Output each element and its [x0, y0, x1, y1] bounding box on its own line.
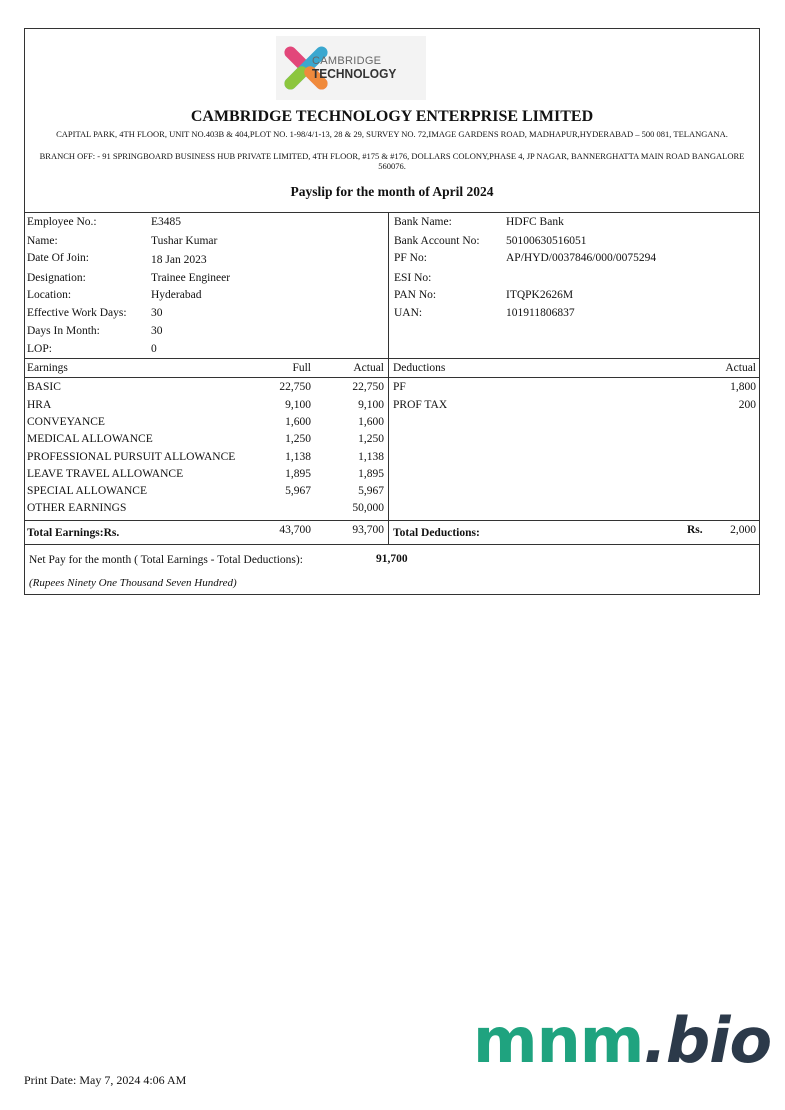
earning-name: OTHER EARNINGS: [27, 502, 127, 514]
branch-address: BRANCH OFF: - 91 SPRINGBOARD BUSINESS HUB PRIVATE LIMITED, 4TH FLOOR, #175 & #176, DOLLARS COLONY,PHASE 4, JP NAGAR, BANNERGHATTA MAIN ROAD BANGALORE 560076.: [39, 151, 745, 171]
deduction-actual: 1,800: [730, 381, 756, 393]
divider: [24, 377, 760, 378]
lop-value: 0: [151, 343, 157, 355]
esi-no-label: ESI No:: [394, 272, 432, 284]
payslip-title: Payslip for the month of April 2024: [290, 184, 494, 199]
deduction-name: PROF TAX: [393, 399, 448, 411]
deductions-header: Deductions: [393, 362, 446, 374]
uan-label: UAN:: [394, 307, 423, 319]
earning-full: 22,750: [279, 381, 311, 393]
designation-value: Trainee Engineer: [151, 272, 231, 284]
pf-no-label: PF No:: [394, 252, 427, 264]
divider: [24, 544, 760, 545]
earning-actual: 1,138: [358, 451, 384, 463]
total-deductions-currency: Rs.: [687, 524, 703, 536]
total-earnings-full: 43,700: [279, 524, 311, 536]
deductions-actual-header: Actual: [725, 362, 756, 374]
bank-name-label: Bank Name:: [394, 216, 452, 228]
lop-label: LOP:: [27, 343, 52, 355]
earning-full: 5,967: [285, 485, 311, 497]
total-earnings-actual: 93,700: [352, 524, 384, 536]
days-in-month-label: Days In Month:: [27, 325, 100, 337]
employee-no-value: E3485: [151, 216, 182, 228]
designation-label: Designation:: [27, 272, 86, 284]
earning-actual: 9,100: [358, 399, 384, 411]
actual-header: Actual: [353, 362, 384, 374]
net-pay-in-words: (Rupees Ninety One Thousand Seven Hundred): [29, 577, 237, 589]
watermark: mnm.bio: [473, 1004, 772, 1077]
earning-actual: 1,250: [358, 433, 384, 445]
earning-actual: 5,967: [358, 485, 384, 497]
name-value: Tushar Kumar: [151, 235, 218, 247]
earning-full: 1,600: [285, 416, 311, 428]
divider: [24, 212, 760, 213]
divider: [24, 520, 760, 521]
company-address: CAPITAL PARK, 4TH FLOOR, UNIT NO.403B & 404,PLOT NO. 1-98/4/1-13, 28 & 29, SURVEY NO. 72,IMAGE GARDENS ROAD, MADHAPUR,HYDERABAD – 500 081, TELANGANA.: [56, 129, 728, 139]
earning-full: 1,250: [285, 433, 311, 445]
earning-name: PROFESSIONAL PURSUIT ALLOWANCE: [27, 451, 236, 463]
bank-account-label: Bank Account No:: [394, 235, 480, 247]
earning-actual: 22,750: [352, 381, 384, 393]
earning-full: 9,100: [285, 399, 311, 411]
pan-no-label: PAN No:: [394, 289, 437, 301]
employee-no-label: Employee No.:: [27, 216, 97, 228]
work-days-value: 30: [151, 307, 163, 319]
date-of-join-label: Date Of Join:: [27, 252, 89, 264]
divider: [24, 358, 760, 359]
uan-value: 101911806837: [506, 307, 575, 319]
deduction-actual: 200: [738, 399, 756, 411]
earning-name: CONVEYANCE: [27, 416, 105, 428]
name-label: Name:: [27, 235, 58, 247]
bank-name-value: HDFC Bank: [506, 216, 564, 228]
deduction-name: PF: [393, 381, 406, 393]
total-deductions-value: 2,000: [730, 524, 756, 536]
column-divider: [388, 212, 389, 544]
bank-account-value: 50100630516051: [506, 235, 587, 247]
full-header: Full: [292, 362, 311, 374]
earning-name: SPECIAL ALLOWANCE: [27, 485, 148, 497]
pan-no-value: ITQPK2626M: [506, 289, 574, 301]
logo-text-bottom: TECHNOLOGY: [312, 66, 397, 81]
date-of-join-value: 18 Jan 2023: [151, 254, 207, 266]
earning-name: LEAVE TRAVEL ALLOWANCE: [27, 468, 184, 480]
location-value: Hyderabad: [151, 289, 202, 301]
days-in-month-value: 30: [151, 325, 163, 337]
logo-text-top: CAMBRIDGE: [312, 55, 382, 67]
print-date: Print Date: May 7, 2024 4:06 AM: [24, 1073, 187, 1087]
total-earnings-label: Total Earnings:Rs.: [27, 527, 120, 539]
earning-full: 1,895: [285, 468, 311, 480]
net-pay-value: 91,700: [376, 553, 408, 565]
location-label: Location:: [27, 289, 72, 301]
earning-full: 1,138: [285, 451, 311, 463]
company-name: CAMBRIDGE TECHNOLOGY ENTERPRISE LIMITED: [190, 108, 594, 125]
pf-no-value: AP/HYD/0037846/000/0075294: [506, 252, 657, 264]
earning-actual: 1,895: [358, 468, 384, 480]
earnings-header: Earnings: [27, 362, 68, 374]
net-pay-label: Net Pay for the month ( Total Earnings - Total Deductions):: [29, 554, 303, 566]
work-days-label: Effective Work Days:: [27, 307, 127, 319]
earning-name: HRA: [27, 399, 52, 411]
earning-actual: 1,600: [358, 416, 384, 428]
earning-name: BASIC: [27, 381, 61, 393]
earning-actual: 50,000: [352, 502, 384, 514]
total-deductions-label: Total Deductions:: [393, 527, 480, 539]
earning-name: MEDICAL ALLOWANCE: [27, 433, 153, 445]
